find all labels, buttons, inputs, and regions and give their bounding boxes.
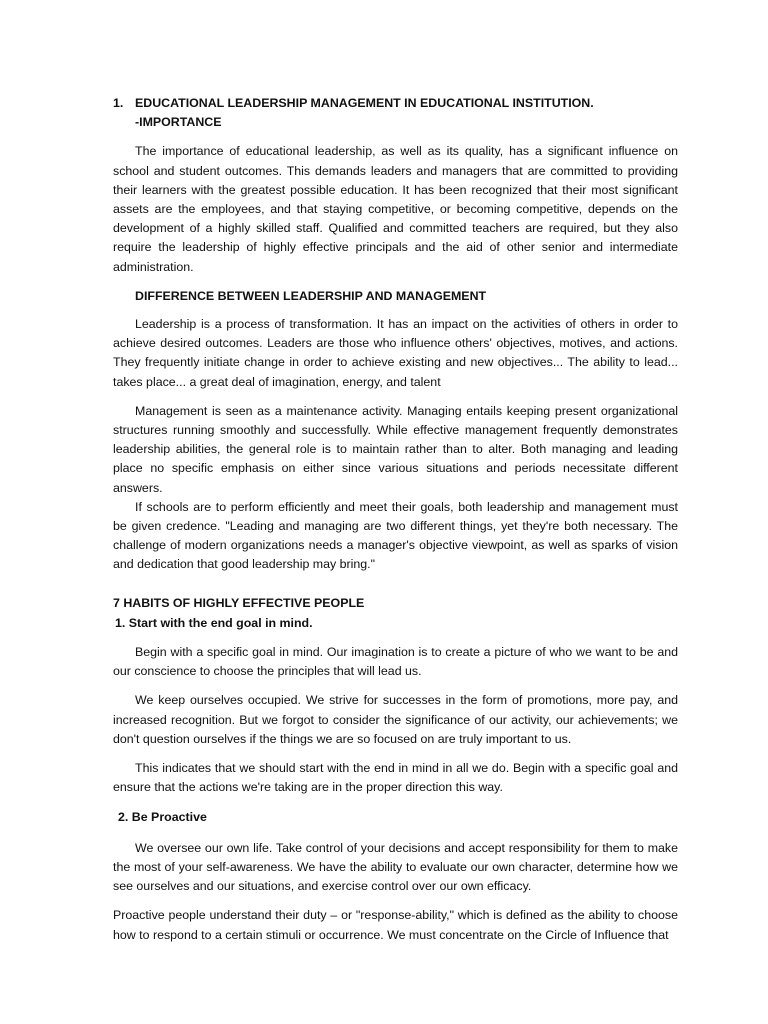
section-1-heading [113, 94, 678, 113]
section-1-number: 1. [113, 96, 124, 110]
section-1-title: EDUCATIONAL LEADERSHIP MANAGEMENT IN EDUCATIONAL INSTITUTION. [135, 96, 594, 110]
section-1-subtitle: -IMPORTANCE [135, 115, 222, 130]
habit-2-paragraph-1: We oversee our own life. Take control of your decisions and accept responsibility for them to make the most of your self-awareness. We have the ability to evaluate our own character, determine how we see ourselves and our situations, and exercise control over our own efficacy. [113, 840, 678, 894]
difference-heading: DIFFERENCE BETWEEN LEADERSHIP AND MANAGEMENT [135, 288, 487, 303]
habit-1-paragraph-3: This indicates that we should start with the end in mind in all we do. Begin with a specific goal and ensure that the actions we're taking are in the proper direction this way. [113, 761, 678, 795]
habit-2-paragraph-2: Proactive people understand their duty – or "response-ability," which is defined as the ability to choose how to respond to a certain stimuli or occurrence. We must concentrate on the Circle of Influence that [113, 908, 678, 942]
habit-1-paragraph-2: We keep ourselves occupied. We strive for successes in the form of promotions, more pay, and increased recognition. But we forgot to consider the significance of our activity, our achievements; we don't question ourselves if the things we are so focused on are truly important to us. [113, 693, 678, 746]
management-paragraph: Management is seen as a maintenance activity. Managing entails keeping present organizational structures running smoothly and successfully. While effective management frequently demonstrates leadership abilities, the general role is to maintain rather than to alter. Both managing and leading place no specific emphasis on either since various situations and periods necessitate different answers. [113, 403, 678, 495]
habit-1-title: 1. Start with the end goal in mind. [115, 615, 313, 630]
credence-paragraph: If schools are to perform efficiently and meet their goals, both leadership and management must be given credence. "Leading and managing are two different things, yet they're both necessary. The challenge of modern organizations needs a manager's objective viewpoint, as well as sparks of vision and dedication that good leadership may bring." [113, 499, 678, 572]
habit-2-title: 2. Be Proactive [118, 809, 207, 824]
habit-1-paragraph-1: Begin with a specific goal in mind. Our imagination is to create a picture of who we want to be and our conscience to choose the principles that will lead us. [113, 645, 678, 679]
leadership-paragraph: Leadership is a process of transformation. It has an impact on the activities of others in order to achieve desired outcomes. Leaders are those who influence others' objectives, motives, and actions. They frequently initiate change in order to achieve existing and new objectives... The ability to lead... takes place... a great deal of imagination, energy, and talent [113, 317, 678, 389]
seven-habits-heading: 7 HABITS OF HIGHLY EFFECTIVE PEOPLE [113, 595, 365, 610]
importance-paragraph: The importance of educational leadership, as well as its quality, has a significant influence on school and student outcomes. This demands leaders and managers that are committed to providing their learners with the greatest possible education. It has been recognized that their most significant assets are the employees, and that staying competitive, or becoming competitive, depends on the development of a highly skilled staff. Qualified and committed teachers are required, but they also require the leadership of highly effective principals and the aid of other senior and intermediate administration. [113, 144, 678, 274]
